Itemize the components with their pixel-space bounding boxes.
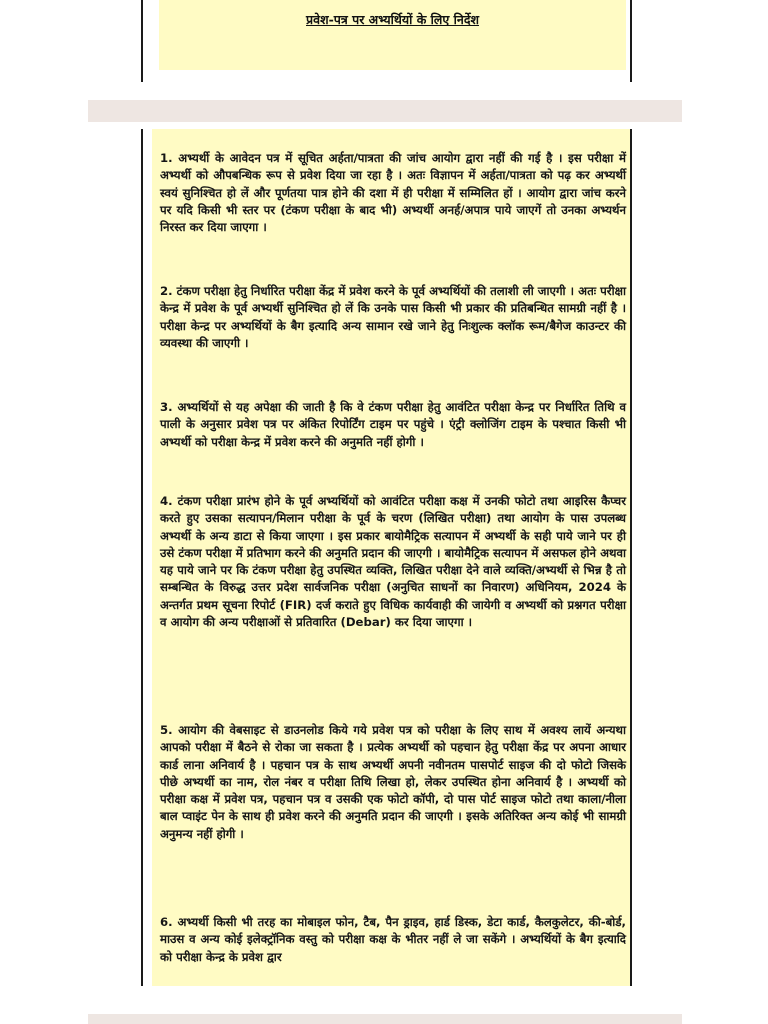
- instruction-paragraph-6: 6. अभ्यर्थी किसी भी तरह का मोबाइल फोन, टैब, पैन ड्राइव, हार्ड डिस्क, डेटा कार्ड, कैलकुलेटर, की-बोर्ड, माउस व अन्य कोई इलेक्ट्रॉनिक वस्तु को परीक्षा कक्ष के भीतर नहीं ले जा सकेंगे । अभ्यर्थियों के बैग इत्यादि को परीक्षा केन्द्र के प्रवेश द्वार: [160, 915, 626, 964]
- instruction-paragraph-1: 1. अभ्यर्थी के आवेदन पत्र में सूचित अर्हता/पात्रता की जांच आयोग द्वारा नहीं की गई है । इस परीक्षा में अभ्यर्थी को औपबन्धिक रूप से प्रवेश दिया जा रहा है । अतः विज्ञापन में अर्हता/पात्रता को पढ़ कर अभ्यर्थी स्वयं सुनिश्चित हो लें और पूर्णतया पात्र होने की दशा में ही परीक्षा में सम्मिलित हों । आयोग द्वारा जांच करने पर यदि किसी भी स्तर पर (टंकण परीक्षा के बाद भी) अभ्यर्थी अनर्ह/अपात्र पाये जाएगें तो उनका अभ्यर्थन निरस्त कर दिया जाएगा ।: [160, 151, 626, 235]
- instruction-paragraph-5: 5. आयोग की वेबसाइट से डाउनलोड किये गये प्रवेश पत्र को परीक्षा के लिए साथ में अवश्य लायें अन्यथा आपको परीक्षा में बैठने से रोका जा सकता है । प्रत्येक अभ्यर्थी को पहचान हेतु परीक्षा केंद्र पर अपना आधार कार्ड लाना अनिवार्य है । पहचान पत्र के साथ अभ्यर्थी अपनी नवीनतम पासपोर्ट साइज की दो फोटो जिसके पीछे अभ्यर्थी का नाम, रोल नंबर व परीक्षा तिथि लिखा हो, लेकर उपस्थित होना अनिवार्य है । अभ्यर्थी को परीक्षा कक्ष में प्रवेश पत्र, पहचान पत्र व उसकी एक फोटो कॉपी, दो पास पोर्ट साइज फोटो तथा काला/नीला बाल प्वाइंट पेन के साथ ही प्रवेश करने की अनुमति प्रदान की जाएगी । इसके अतिरिक्त अन्य कोई भी सामग्री अनुमन्य नहीं होगी ।: [160, 723, 626, 841]
- document-page: [141, 129, 632, 986]
- instruction-paragraph-4: 4. टंकण परीक्षा प्रारंभ होने के पूर्व अभ्यर्थियों को आवंटित परीक्षा कक्ष में उनकी फोटो तथा आइरिस कैप्चर करते हुए उसका सत्यापन/मिलान परीक्षा के पूर्व के चरण (लिखित परीक्षा) तथा आयोग के पास उपलब्ध अभ्यर्थी के अन्य डाटा से किया जाएगा । इस प्रकार बायोमैट्रिक सत्यापन में अभ्यर्थी के सही पाये जाने पर ही उसे टंकण परीक्षा में प्रतिभाग करने की अनुमति प्रदान की जाएगी । बायोमैट्रिक सत्यापन में असफल होने अथवा यह पाये जाने पर कि टंकण परीक्षा हेतु उपस्थित व्यक्ति, लिखित परीक्षा देने वाले व्यक्ति/अभ्यर्थी से भिन्न है तो सम्बन्धित के विरुद्ध उत्तर प्रदेश सार्वजनिक परीक्षा (अनुचित साधनों का निवारण) अधिनियम, 2024 के अन्तर्गत प्रथम सूचना रिपोर्ट (FIR) दर्ज कराते हुए विधिक कार्यवाही की जायेगी व अभ्यर्थी को प्रश्नगत परीक्षा व आयोग की अन्य परीक्षाओं से प्रतिवारित (Debar) कर दिया जाएगा ।: [160, 494, 626, 630]
- document-title: प्रवेश-पत्र पर अभ्यर्थियों के लिए निर्देश: [306, 12, 479, 27]
- instruction-paragraph-2: 2. टंकण परीक्षा हेतु निर्धारित परीक्षा केंद्र में प्रवेश करने के पूर्व अभ्यर्थियों की तलाशी ली जाएगी । अतः परीक्षा केन्द्र में प्रवेश के पूर्व अभ्यर्थी सुनिश्चित हो लें कि उनके पास किसी भी प्रकार की प्रतिबन्धित सामग्री नहीं है । परीक्षा केन्द्र पर अभ्यर्थियों के बैग इत्यादि अन्य सामान रखे जाने हेतु निःशुल्क क्लॉक रूम/बैगेज काउन्टर की व्यवस्था की जाएगी ।: [160, 284, 627, 350]
- page-separator: [88, 100, 682, 122]
- page-separator-bottom: [88, 1014, 682, 1024]
- document-page-top: [141, 0, 632, 82]
- text-highlight: [152, 129, 630, 986]
- title-highlight: [159, 0, 626, 70]
- instruction-paragraph-3: 3. अभ्यर्थियों से यह अपेक्षा की जाती है कि वे टंकण परीक्षा हेतु आवंटित परीक्षा केन्द्र पर निर्धारित तिथि व पाली के अनुसार प्रवेश पत्र पर अंकित रिपोर्टिंग टाइम पर पहुंचे । एंट्री क्लोजिंग टाइम के पश्चात किसी भी अभ्यर्थी को परीक्षा केन्द्र में प्रवेश करने की अनुमति नहीं होगी ।: [160, 400, 626, 449]
